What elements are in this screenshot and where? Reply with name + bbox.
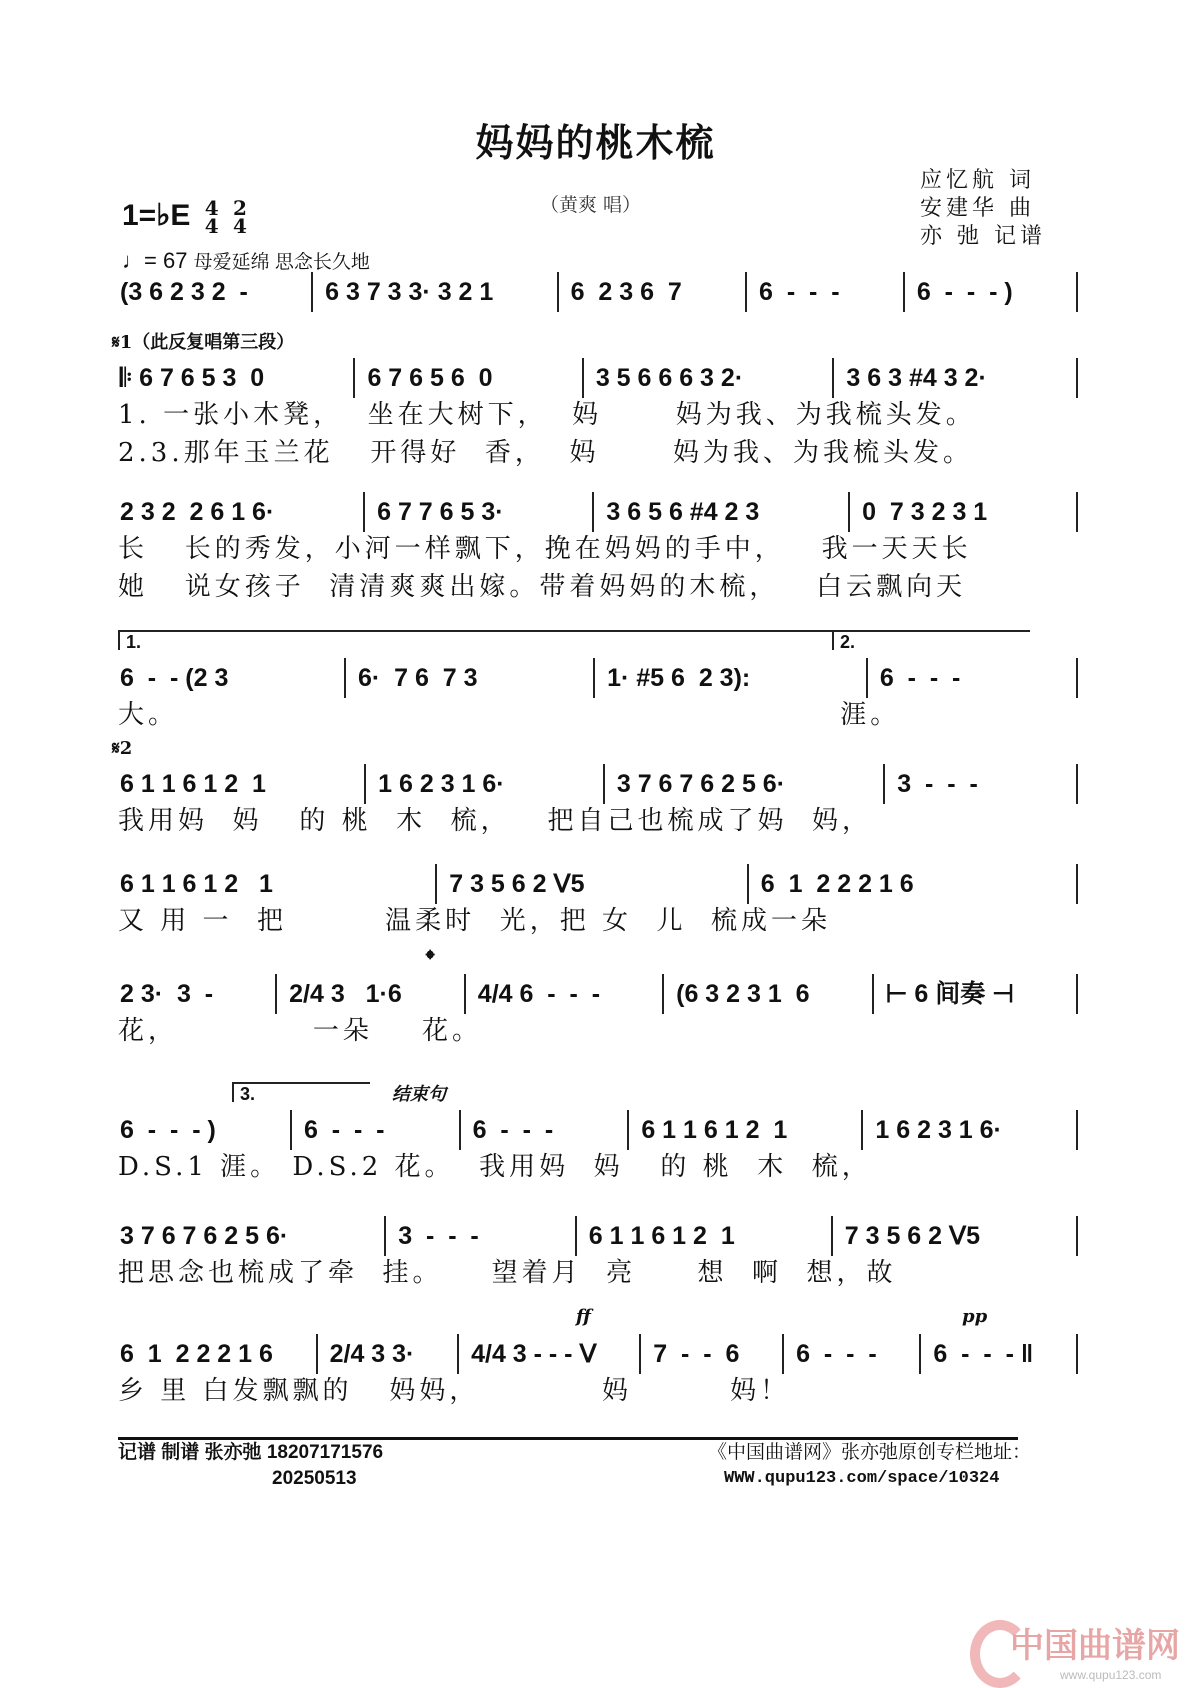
measure: 6 - - - (868, 658, 1078, 698)
song-title: 妈妈的桃木梳 (475, 120, 716, 165)
measure: 6 - - - ) (108, 1110, 292, 1150)
lyric-line: 把思念也梳成了牵 挂。 望着月 亮 想 啊 想，故 (118, 1258, 897, 1288)
notation-line (108, 1218, 1078, 1254)
key-label: 1=♭E (122, 199, 191, 232)
measure: 6 1 2 2 2 1 6 (108, 1334, 318, 1374)
dynamic-pp: pp (962, 1306, 988, 1327)
measure: 6 2 3 6 7 (559, 272, 747, 312)
notation-line (108, 1112, 1078, 1148)
measure: 6 1 2 2 2 1 6 (749, 864, 1078, 904)
measure: 6 3 7 3 3· 3 2 1 (313, 272, 558, 312)
ts-bottom: 4 (232, 214, 247, 239)
ts-top: 4 (204, 196, 219, 221)
notation-line (108, 766, 1078, 802)
notation-line (108, 660, 1078, 696)
measure: 3 6 3 #4 3 2· (834, 358, 1078, 398)
watermark-url: www.qupu123.com (1060, 1668, 1162, 1682)
dynamic-ff: ff (576, 1306, 591, 1327)
measure: 2 3 2 2 6 1 6· (108, 492, 365, 532)
notation-line (108, 1336, 1078, 1372)
volta-bracket: 1. (118, 630, 836, 650)
measure: 2/4 3 1·6 (277, 974, 466, 1014)
measure: 6 - - - (784, 1334, 921, 1374)
tempo-label: ♩= 67 (122, 248, 188, 273)
measure: 6 - - - (747, 272, 905, 312)
notation-line (108, 976, 1078, 1012)
lyricist-credit: 应忆航 词 (920, 168, 1035, 193)
time-signature-4-4 (204, 196, 219, 239)
measure: 6 - - - ) (905, 272, 1078, 312)
measure: 7 - - 6 (641, 1334, 784, 1374)
ts-bottom: 4 (204, 214, 219, 239)
lyric-line: 花， 一朵 花。 (118, 1016, 482, 1046)
measure: 1 6 2 3 1 6· (863, 1110, 1078, 1150)
transcriber-credit: 亦 弛 记谱 (920, 224, 1046, 249)
measure: 6 - - - (461, 1110, 630, 1150)
lyric-line: 2.3.那年玉兰花 开得好 香， 妈 妈为我、为我梳头发。 (118, 438, 974, 468)
composer-credit: 安建华 曲 (920, 196, 1035, 221)
measure: 3 5 6 6 6 3 2· (584, 358, 835, 398)
measure: 3 - - - (885, 764, 1078, 804)
lyric-line: D.S.1 涯。 D.S.2 花。 我用妈 妈 的 桃 木 梳， (118, 1152, 872, 1182)
measure: (3 6 2 3 2 - (108, 272, 313, 312)
section-mark: 𝄋1（此反复唱第三段） (112, 332, 295, 353)
measure: 1 6 2 3 1 6· (366, 764, 605, 804)
measure: 6 1 1 6 1 2 1 (108, 764, 366, 804)
measure: 6 - - - (292, 1110, 461, 1150)
notation-line (108, 494, 1078, 530)
measure: 2/4 3 3· (318, 1334, 459, 1374)
footer-transcriber: 记谱 制谱 张亦弛 18207171576 (118, 1442, 384, 1463)
measure: 6· 7 6 7 3 (346, 658, 595, 698)
measure: 4/4 6 - - - (466, 974, 664, 1014)
measure: (6 3 2 3 1 6 (664, 974, 874, 1014)
lyric-line: 乡 里 白发飘飘的 妈妈， 妈 妈！ (118, 1376, 791, 1406)
footer-date: 20250513 (272, 1468, 357, 1489)
measure: 3 - - - (386, 1216, 577, 1256)
measure: 3 7 6 7 6 2 5 6· (605, 764, 885, 804)
volta-bracket: 2. (832, 630, 1030, 650)
measure: 7 3 5 6 2 ᐯ5 (833, 1216, 1078, 1256)
singer-label: （黄爽 唱） (540, 194, 642, 216)
measure: 6 1 1 6 1 2 1 (108, 864, 437, 904)
measure: 1· #5 6 2 3): (595, 658, 868, 698)
volta-bracket: 3. (232, 1082, 370, 1102)
measure: 6 7 7 6 5 3· (365, 492, 594, 532)
lyric-line: 大。 涯。 (118, 700, 901, 730)
measure: 2 3· 3 - (108, 974, 277, 1014)
footer-url[interactable]: WWW.qupu123.com/space/10324 (724, 1469, 1000, 1488)
footer-site-label: 《中国曲谱网》张亦弛原创专栏地址： (708, 1442, 1032, 1463)
lyric-line: 她 说女孩子 清清爽爽出嫁。带着妈妈的木梳， 白云飘向天 (118, 572, 967, 602)
lyric-line: 长 长的秀发，小河一样飘下，挽在妈妈的手中， 我一天天长 (118, 534, 972, 564)
measure: 3 7 6 7 6 2 5 6· (108, 1216, 386, 1256)
notation-line (108, 274, 1078, 310)
measure: 𝄆 6 7 6 5 3 0 (108, 358, 355, 398)
expression-text: 母爱延绵 思念长久地 (193, 252, 370, 273)
measure: 3 6 5 6 #4 2 3 (594, 492, 850, 532)
measure: 6 7 6 5 6 0 (355, 358, 583, 398)
ts-top: 2 (232, 196, 247, 221)
footer-divider (118, 1437, 1018, 1440)
measure: 6 1 1 6 1 2 1 (577, 1216, 833, 1256)
lyric-line: 1. 一张小木凳， 坐在大树下， 妈 妈为我、为我梳头发。 (118, 400, 976, 430)
notation-line (108, 866, 1078, 902)
notation-line (108, 360, 1078, 396)
watermark-text: 中国曲谱网 (1010, 1626, 1180, 1666)
lyric-line: 我用妈 妈 的 桃 木 梳， 把自己也梳成了妈 妈， (118, 806, 872, 836)
measure: 6 1 1 6 1 2 1 (629, 1110, 863, 1150)
measure: 6 - - (2 3 (108, 658, 346, 698)
measure: 0 7 3 2 3 1 (850, 492, 1078, 532)
coda-icon: 𝄌 (426, 944, 435, 973)
ending-label: 结束句 (392, 1084, 446, 1105)
key-signature (122, 196, 247, 239)
time-signature-2-4 (232, 196, 247, 239)
section-mark: 𝄋2 (112, 738, 133, 759)
measure: ⊢ 6 间奏 ⊣ (874, 974, 1078, 1014)
lyric-line: 又 用 一 把 温柔时 光，把 女 儿 梳成一朵 (118, 906, 832, 936)
measure: 4/4 3 - - - ᐯ (459, 1334, 641, 1374)
measure: 6 - - - ‖ (921, 1334, 1078, 1374)
measure: 7 3 5 6 2 ᐯ5 (437, 864, 749, 904)
